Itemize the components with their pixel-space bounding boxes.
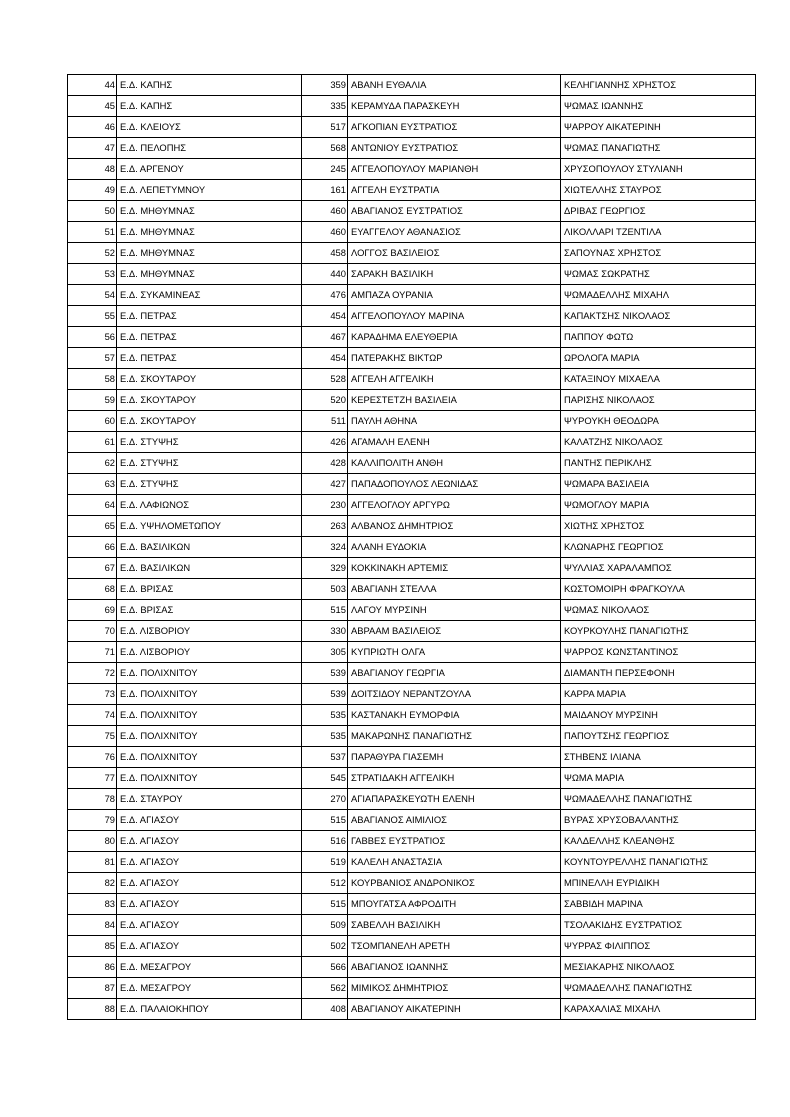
area-cell: Ε.Δ. ΜΗΘΥΜΝΑΣ [117, 201, 302, 222]
name-cell: ΚΑΛΕΛΗ ΑΝΑΣΤΑΣΙΑ [348, 852, 561, 873]
code-cell: 511 [302, 411, 348, 432]
code-cell: 539 [302, 663, 348, 684]
row-number-cell: 79 [68, 810, 117, 831]
representative-cell: ΧΙΩΤΗΣ ΧΡΗΣΤΟΣ [561, 516, 756, 537]
table-row [68, 915, 756, 936]
name-cell: ΑΓΓΕΛΟΠΟΥΛΟΥ ΜΑΡΙΝΑ [348, 306, 561, 327]
name-cell: ΛΑΓΟΥ ΜΥΡΣΙΝΗ [348, 600, 561, 621]
table-row [68, 327, 756, 348]
row-number-cell: 66 [68, 537, 117, 558]
representative-cell: ΨΩΜΟΓΛΟΥ ΜΑΡΙΑ [561, 495, 756, 516]
representative-cell: ΨΥΡΡΑΣ ΦΙΛΙΠΠΟΣ [561, 936, 756, 957]
name-cell: ΛΟΓΓΟΣ ΒΑΣΙΛΕΙΟΣ [348, 243, 561, 264]
table-row [68, 411, 756, 432]
row-number-cell: 63 [68, 474, 117, 495]
name-cell: ΚΟΥΡΒΑΝΙΟΣ ΑΝΔΡΟΝΙΚΟΣ [348, 873, 561, 894]
name-cell: ΠΑΤΕΡΑΚΗΣ ΒΙΚΤΩΡ [348, 348, 561, 369]
row-number-cell: 50 [68, 201, 117, 222]
name-cell: ΠΑΥΛΗ ΑΘΗΝΑ [348, 411, 561, 432]
representative-cell: ΣΤΗΒΕΝΣ ΙΛΙΑΝΑ [561, 747, 756, 768]
representative-cell: ΧΙΩΤΕΛΛΗΣ ΣΤΑΥΡΟΣ [561, 180, 756, 201]
code-cell: 476 [302, 285, 348, 306]
representative-cell: ΨΩΜΑΔΕΛΛΗΣ ΜΙΧΑΗΛ [561, 285, 756, 306]
code-cell: 324 [302, 537, 348, 558]
area-cell: Ε.Δ. ΑΓΙΑΣΟΥ [117, 831, 302, 852]
table-row [68, 201, 756, 222]
row-number-cell: 82 [68, 873, 117, 894]
representative-cell: ΨΩΜΑΣ ΣΩΚΡΑΤΗΣ [561, 264, 756, 285]
table-row [68, 138, 756, 159]
name-cell: ΠΑΠΑΔΟΠΟΥΛΟΣ ΛΕΩΝΙΔΑΣ [348, 474, 561, 495]
row-number-cell: 59 [68, 390, 117, 411]
row-number-cell: 85 [68, 936, 117, 957]
name-cell: ΠΑΡΑΘΥΡΑ ΓΙΑΣΕΜΗ [348, 747, 561, 768]
assignments-table [67, 74, 756, 1020]
row-number-cell: 86 [68, 957, 117, 978]
row-number-cell: 53 [68, 264, 117, 285]
area-cell: Ε.Δ. ΒΡΙΣΑΣ [117, 579, 302, 600]
code-cell: 515 [302, 600, 348, 621]
representative-cell: ΨΩΜΑΣ ΙΩΑΝΝΗΣ [561, 96, 756, 117]
area-cell: Ε.Δ. ΛΙΣΒΟΡΙΟΥ [117, 621, 302, 642]
row-number-cell: 80 [68, 831, 117, 852]
row-number-cell: 48 [68, 159, 117, 180]
row-number-cell: 69 [68, 600, 117, 621]
row-number-cell: 49 [68, 180, 117, 201]
row-number-cell: 46 [68, 117, 117, 138]
code-cell: 408 [302, 999, 348, 1020]
row-number-cell: 51 [68, 222, 117, 243]
code-cell: 454 [302, 306, 348, 327]
row-number-cell: 75 [68, 726, 117, 747]
name-cell: ΚΟΚΚΙΝΑΚΗ ΑΡΤΕΜΙΣ [348, 558, 561, 579]
name-cell: ΑΓΓΕΛΟΠΟΥΛΟΥ ΜΑΡΙΑΝΘΗ [348, 159, 561, 180]
representative-cell: ΨΥΡΟΥΚΗ ΘΕΟΔΩΡΑ [561, 411, 756, 432]
table-row [68, 474, 756, 495]
code-cell: 528 [302, 369, 348, 390]
area-cell: Ε.Δ. ΑΓΙΑΣΟΥ [117, 810, 302, 831]
name-cell: ΑΒΑΓΙΑΝΟΣ ΑΙΜΙΛΙΟΣ [348, 810, 561, 831]
area-cell: Ε.Δ. ΜΗΘΥΜΝΑΣ [117, 243, 302, 264]
representative-cell: ΨΩΜΑΣ ΝΙΚΟΛΑΟΣ [561, 600, 756, 621]
area-cell: Ε.Δ. ΜΗΘΥΜΝΑΣ [117, 222, 302, 243]
code-cell: 305 [302, 642, 348, 663]
table-row [68, 768, 756, 789]
code-cell: 460 [302, 201, 348, 222]
row-number-cell: 72 [68, 663, 117, 684]
representative-cell: ΒΥΡΑΣ ΧΡΥΣΟΒΑΛΑΝΤΗΣ [561, 810, 756, 831]
representative-cell: ΨΩΜΑΔΕΛΛΗΣ ΠΑΝΑΓΙΩΤΗΣ [561, 978, 756, 999]
code-cell: 503 [302, 579, 348, 600]
code-cell: 335 [302, 96, 348, 117]
name-cell: ΑΒΑΓΙΑΝΟΣ ΕΥΣΤΡΑΤΙΟΣ [348, 201, 561, 222]
assignments-table-body [68, 75, 756, 1020]
name-cell: ΚΑΡΑΔΗΜΑ ΕΛΕΥΘΕΡΙΑ [348, 327, 561, 348]
table-row [68, 180, 756, 201]
representative-cell: ΣΑΠΟΥΝΑΣ ΧΡΗΣΤΟΣ [561, 243, 756, 264]
name-cell: ΜΑΚΑΡΩΝΗΣ ΠΑΝΑΓΙΩΤΗΣ [348, 726, 561, 747]
area-cell: Ε.Δ. ΠΟΛΙΧΝΙΤΟΥ [117, 705, 302, 726]
name-cell: ΑΜΠΑΖΑ ΟΥΡΑΝΙΑ [348, 285, 561, 306]
row-number-cell: 67 [68, 558, 117, 579]
code-cell: 426 [302, 432, 348, 453]
row-number-cell: 77 [68, 768, 117, 789]
table-row [68, 579, 756, 600]
representative-cell: ΠΑΡΙΣΗΣ ΝΙΚΟΛΑΟΣ [561, 390, 756, 411]
name-cell: ΔΟΙΤΣΙΔΟΥ ΝΕΡΑΝΤΖΟΥΛΑ [348, 684, 561, 705]
code-cell: 562 [302, 978, 348, 999]
name-cell: ΑΓΓΕΛΗ ΑΓΓΕΛΙΚΗ [348, 369, 561, 390]
code-cell: 230 [302, 495, 348, 516]
area-cell: Ε.Δ. ΒΡΙΣΑΣ [117, 600, 302, 621]
code-cell: 359 [302, 75, 348, 96]
representative-cell: ΔΙΑΜΑΝΤΗ ΠΕΡΣΕΦΟΝΗ [561, 663, 756, 684]
table-row [68, 684, 756, 705]
area-cell: Ε.Δ. ΑΓΙΑΣΟΥ [117, 894, 302, 915]
representative-cell: ΚΑΛΑΤΖΗΣ ΝΙΚΟΛΑΟΣ [561, 432, 756, 453]
row-number-cell: 70 [68, 621, 117, 642]
representative-cell: ΩΡΟΛΟΓΑ ΜΑΡΙΑ [561, 348, 756, 369]
code-cell: 427 [302, 474, 348, 495]
table-row [68, 75, 756, 96]
code-cell: 516 [302, 831, 348, 852]
representative-cell: ΨΩΜΑ ΜΑΡΙΑ [561, 768, 756, 789]
table-row [68, 621, 756, 642]
table-row [68, 453, 756, 474]
representative-cell: ΚΑΡΡΑ ΜΑΡΙΑ [561, 684, 756, 705]
table-row [68, 369, 756, 390]
area-cell: Ε.Δ. ΠΟΛΙΧΝΙΤΟΥ [117, 726, 302, 747]
representative-cell: ΤΣΟΛΑΚΙΔΗΣ ΕΥΣΤΡΑΤΙΟΣ [561, 915, 756, 936]
representative-cell: ΠΑΝΤΗΣ ΠΕΡΙΚΛΗΣ [561, 453, 756, 474]
row-number-cell: 54 [68, 285, 117, 306]
code-cell: 535 [302, 726, 348, 747]
table-row [68, 642, 756, 663]
area-cell: Ε.Δ. ΛΑΦΙΩΝΟΣ [117, 495, 302, 516]
area-cell: Ε.Δ. ΒΑΣΙΛΙΚΩΝ [117, 558, 302, 579]
area-cell: Ε.Δ. ΠΑΛΑΙΟΚΗΠΟΥ [117, 999, 302, 1020]
row-number-cell: 84 [68, 915, 117, 936]
table-row [68, 159, 756, 180]
code-cell: 454 [302, 348, 348, 369]
code-cell: 568 [302, 138, 348, 159]
representative-cell: ΔΡΙΒΑΣ ΓΕΩΡΓΙΟΣ [561, 201, 756, 222]
table-row [68, 432, 756, 453]
name-cell: ΣΤΡΑΤΙΔΑΚΗ ΑΓΓΕΛΙΚΗ [348, 768, 561, 789]
name-cell: ΑΒΑΓΙΑΝΟΣ ΙΩΑΝΝΗΣ [348, 957, 561, 978]
name-cell: ΓΑΒΒΕΣ ΕΥΣΤΡΑΤΙΟΣ [348, 831, 561, 852]
area-cell: Ε.Δ. ΣΚΟΥΤΑΡΟΥ [117, 411, 302, 432]
table-row [68, 495, 756, 516]
table-row [68, 390, 756, 411]
name-cell: ΚΑΛΛΙΠΟΛΙΤΗ ΑΝΘΗ [348, 453, 561, 474]
code-cell: 428 [302, 453, 348, 474]
name-cell: ΣΑΡΑΚΗ ΒΑΣΙΛΙΚΗ [348, 264, 561, 285]
table-row [68, 264, 756, 285]
representative-cell: ΚΟΥΡΚΟΥΛΗΣ ΠΑΝΑΓΙΩΤΗΣ [561, 621, 756, 642]
table-row [68, 810, 756, 831]
code-cell: 460 [302, 222, 348, 243]
representative-cell: ΠΑΠΟΥΤΣΗΣ ΓΕΩΡΓΙΟΣ [561, 726, 756, 747]
representative-cell: ΜΕΣΙΑΚΑΡΗΣ ΝΙΚΟΛΑΟΣ [561, 957, 756, 978]
table-row [68, 873, 756, 894]
table-row [68, 600, 756, 621]
area-cell: Ε.Δ. ΑΓΙΑΣΟΥ [117, 873, 302, 894]
code-cell: 458 [302, 243, 348, 264]
name-cell: ΑΒΡΑΑΜ ΒΑΣΙΛΕΙΟΣ [348, 621, 561, 642]
code-cell: 545 [302, 768, 348, 789]
code-cell: 467 [302, 327, 348, 348]
code-cell: 161 [302, 180, 348, 201]
area-cell: Ε.Δ. ΠΕΤΡΑΣ [117, 327, 302, 348]
name-cell: ΑΒΑΓΙΑΝΟΥ ΓΕΩΡΓΙΑ [348, 663, 561, 684]
area-cell: Ε.Δ. ΠΕΛΟΠΗΣ [117, 138, 302, 159]
code-cell: 566 [302, 957, 348, 978]
representative-cell: ΚΟΥΝΤΟΥΡΕΛΛΗΣ ΠΑΝΑΓΙΩΤΗΣ [561, 852, 756, 873]
area-cell: Ε.Δ. ΠΟΛΙΧΝΙΤΟΥ [117, 768, 302, 789]
code-cell: 515 [302, 894, 348, 915]
table-row [68, 222, 756, 243]
row-number-cell: 88 [68, 999, 117, 1020]
code-cell: 330 [302, 621, 348, 642]
row-number-cell: 74 [68, 705, 117, 726]
name-cell: ΜΙΜΙΚΟΣ ΔΗΜΗΤΡΙΟΣ [348, 978, 561, 999]
representative-cell: ΨΑΡΡΟΥ ΑΙΚΑΤΕΡΙΝΗ [561, 117, 756, 138]
row-number-cell: 78 [68, 789, 117, 810]
representative-cell: ΚΑΠΑΚΤΣΗΣ ΝΙΚΟΛΑΟΣ [561, 306, 756, 327]
name-cell: ΑΓΓΕΛΗ ΕΥΣΤΡΑΤΙΑ [348, 180, 561, 201]
name-cell: ΑΒΑΓΙΑΝΗ ΣΤΕΛΛΑ [348, 579, 561, 600]
area-cell: Ε.Δ. ΑΓΙΑΣΟΥ [117, 936, 302, 957]
name-cell: ΣΑΒΕΛΛΗ ΒΑΣΙΛΙΚΗ [348, 915, 561, 936]
area-cell: Ε.Δ. ΜΕΣΑΓΡΟΥ [117, 978, 302, 999]
row-number-cell: 60 [68, 411, 117, 432]
row-number-cell: 61 [68, 432, 117, 453]
representative-cell: ΧΡΥΣΟΠΟΥΛΟΥ ΣΤΥΛΙΑΝΗ [561, 159, 756, 180]
table-row [68, 978, 756, 999]
area-cell: Ε.Δ. ΑΓΙΑΣΟΥ [117, 915, 302, 936]
area-cell: Ε.Δ. ΚΑΠΗΣ [117, 96, 302, 117]
representative-cell: ΨΩΜΑΔΕΛΛΗΣ ΠΑΝΑΓΙΩΤΗΣ [561, 789, 756, 810]
name-cell: ΑΓΓΕΛΟΓΛΟΥ ΑΡΓΥΡΩ [348, 495, 561, 516]
name-cell: ΑΓΑΜΑΛΗ ΕΛΕΝΗ [348, 432, 561, 453]
representative-cell: ΨΩΜΑΣ ΠΑΝΑΓΙΩΤΗΣ [561, 138, 756, 159]
table-row [68, 96, 756, 117]
row-number-cell: 87 [68, 978, 117, 999]
representative-cell: ΨΩΜΑΡΑ ΒΑΣΙΛΕΙΑ [561, 474, 756, 495]
row-number-cell: 64 [68, 495, 117, 516]
table-row [68, 516, 756, 537]
area-cell: Ε.Δ. ΜΗΘΥΜΝΑΣ [117, 264, 302, 285]
code-cell: 537 [302, 747, 348, 768]
row-number-cell: 45 [68, 96, 117, 117]
area-cell: Ε.Δ. ΜΕΣΑΓΡΟΥ [117, 957, 302, 978]
representative-cell: ΚΑΛΔΕΛΛΗΣ ΚΛΕΑΝΘΗΣ [561, 831, 756, 852]
name-cell: ΑΓΙΑΠΑΡΑΣΚΕΥΩΤΗ ΕΛΕΝΗ [348, 789, 561, 810]
code-cell: 263 [302, 516, 348, 537]
area-cell: Ε.Δ. ΠΟΛΙΧΝΙΤΟΥ [117, 684, 302, 705]
code-cell: 440 [302, 264, 348, 285]
code-cell: 535 [302, 705, 348, 726]
code-cell: 245 [302, 159, 348, 180]
code-cell: 502 [302, 936, 348, 957]
row-number-cell: 68 [68, 579, 117, 600]
area-cell: Ε.Δ. ΑΡΓΕΝΟΥ [117, 159, 302, 180]
area-cell: Ε.Δ. ΣΤΥΨΗΣ [117, 432, 302, 453]
code-cell: 270 [302, 789, 348, 810]
name-cell: ΑΛΑΝΗ ΕΥΔΟΚΙΑ [348, 537, 561, 558]
representative-cell: ΛΙΚΟΛΛΑΡΙ ΤΖΕΝΤΙΛΑ [561, 222, 756, 243]
row-number-cell: 81 [68, 852, 117, 873]
table-row [68, 936, 756, 957]
name-cell: ΑΒΑΓΙΑΝΟΥ ΑΙΚΑΤΕΡΙΝΗ [348, 999, 561, 1020]
area-cell: Ε.Δ. ΣΤΑΥΡΟΥ [117, 789, 302, 810]
area-cell: Ε.Δ. ΥΨΗΛΟΜΕΤΩΠΟΥ [117, 516, 302, 537]
representative-cell: ΣΑΒΒΙΔΗ ΜΑΡΙΝΑ [561, 894, 756, 915]
area-cell: Ε.Δ. ΛΕΠΕΤΥΜΝΟΥ [117, 180, 302, 201]
code-cell: 517 [302, 117, 348, 138]
representative-cell: ΜΑΙΔΑΝΟΥ ΜΥΡΣΙΝΗ [561, 705, 756, 726]
table-row [68, 348, 756, 369]
representative-cell: ΚΕΛΗΓΙΑΝΝΗΣ ΧΡΗΣΤΟΣ [561, 75, 756, 96]
name-cell: ΚΕΡΕΣΤΕΤΖΗ ΒΑΣΙΛΕΙΑ [348, 390, 561, 411]
code-cell: 329 [302, 558, 348, 579]
representative-cell: ΚΑΡΑΧΑΛΙΑΣ ΜΙΧΑΗΛ [561, 999, 756, 1020]
table-row [68, 852, 756, 873]
representative-cell: ΨΥΛΛΙΑΣ ΧΑΡΑΛΑΜΠΟΣ [561, 558, 756, 579]
row-number-cell: 44 [68, 75, 117, 96]
name-cell: ΑΒΑΝΗ ΕΥΘΑΛΙΑ [348, 75, 561, 96]
name-cell: ΜΠΟΥΓΑΤΣΑ ΑΦΡΟΔΙΤΗ [348, 894, 561, 915]
area-cell: Ε.Δ. ΣΤΥΨΗΣ [117, 474, 302, 495]
table-row [68, 999, 756, 1020]
name-cell: ΑΝΤΩΝΙΟΥ ΕΥΣΤΡΑΤΙΟΣ [348, 138, 561, 159]
code-cell: 520 [302, 390, 348, 411]
code-cell: 539 [302, 684, 348, 705]
area-cell: Ε.Δ. ΚΛΕΙΟΥΣ [117, 117, 302, 138]
table-row [68, 747, 756, 768]
row-number-cell: 71 [68, 642, 117, 663]
area-cell: Ε.Δ. ΣΚΟΥΤΑΡΟΥ [117, 369, 302, 390]
code-cell: 519 [302, 852, 348, 873]
table-row [68, 726, 756, 747]
table-row [68, 243, 756, 264]
representative-cell: ΚΑΤΑΞΙΝΟΥ ΜΙΧΑΕΛΑ [561, 369, 756, 390]
name-cell: ΤΣΟΜΠΑΝΕΛΗ ΑΡΕΤΗ [348, 936, 561, 957]
row-number-cell: 57 [68, 348, 117, 369]
row-number-cell: 55 [68, 306, 117, 327]
representative-cell: ΨΑΡΡΟΣ ΚΩΝΣΤΑΝΤΙΝΟΣ [561, 642, 756, 663]
table-row [68, 705, 756, 726]
area-cell: Ε.Δ. ΑΓΙΑΣΟΥ [117, 852, 302, 873]
code-cell: 515 [302, 810, 348, 831]
area-cell: Ε.Δ. ΣΤΥΨΗΣ [117, 453, 302, 474]
area-cell: Ε.Δ. ΠΟΛΙΧΝΙΤΟΥ [117, 663, 302, 684]
table-row [68, 537, 756, 558]
area-cell: Ε.Δ. ΚΑΠΗΣ [117, 75, 302, 96]
row-number-cell: 56 [68, 327, 117, 348]
area-cell: Ε.Δ. ΣΚΟΥΤΑΡΟΥ [117, 390, 302, 411]
table-row [68, 663, 756, 684]
representative-cell: ΜΠΙΝΕΛΛΗ ΕΥΡΙΔΙΚΗ [561, 873, 756, 894]
name-cell: ΚΕΡΑΜΥΔΑ ΠΑΡΑΣΚΕΥΗ [348, 96, 561, 117]
area-cell: Ε.Δ. ΠΕΤΡΑΣ [117, 348, 302, 369]
name-cell: ΚΑΣΤΑΝΑΚΗ ΕΥΜΟΡΦΙΑ [348, 705, 561, 726]
table-row [68, 285, 756, 306]
name-cell: ΑΛΒΑΝΟΣ ΔΗΜΗΤΡΙΟΣ [348, 516, 561, 537]
row-number-cell: 62 [68, 453, 117, 474]
row-number-cell: 83 [68, 894, 117, 915]
table-row [68, 306, 756, 327]
area-cell: Ε.Δ. ΣΥΚΑΜΙΝΕΑΣ [117, 285, 302, 306]
table-row [68, 831, 756, 852]
area-cell: Ε.Δ. ΠΕΤΡΑΣ [117, 306, 302, 327]
code-cell: 509 [302, 915, 348, 936]
table-row [68, 789, 756, 810]
representative-cell: ΠΑΠΠΟΥ ΦΩΤΩ [561, 327, 756, 348]
name-cell: ΑΓΚΟΠΙΑΝ ΕΥΣΤΡΑΤΙΟΣ [348, 117, 561, 138]
area-cell: Ε.Δ. ΒΑΣΙΛΙΚΩΝ [117, 537, 302, 558]
table-row [68, 558, 756, 579]
area-cell: Ε.Δ. ΠΟΛΙΧΝΙΤΟΥ [117, 747, 302, 768]
area-cell: Ε.Δ. ΛΙΣΒΟΡΙΟΥ [117, 642, 302, 663]
table-row [68, 894, 756, 915]
table-row [68, 957, 756, 978]
table-row [68, 117, 756, 138]
representative-cell: ΚΛΩΝΑΡΗΣ ΓΕΩΡΓΙΟΣ [561, 537, 756, 558]
name-cell: ΚΥΠΡΙΩΤΗ ΟΛΓΑ [348, 642, 561, 663]
row-number-cell: 47 [68, 138, 117, 159]
row-number-cell: 52 [68, 243, 117, 264]
row-number-cell: 58 [68, 369, 117, 390]
row-number-cell: 73 [68, 684, 117, 705]
row-number-cell: 76 [68, 747, 117, 768]
name-cell: ΕΥΑΓΓΕΛΟΥ ΑΘΑΝΑΣΙΟΣ [348, 222, 561, 243]
row-number-cell: 65 [68, 516, 117, 537]
representative-cell: ΚΩΣΤΟΜΟΙΡΗ ΦΡΑΓΚΟΥΛΑ [561, 579, 756, 600]
code-cell: 512 [302, 873, 348, 894]
